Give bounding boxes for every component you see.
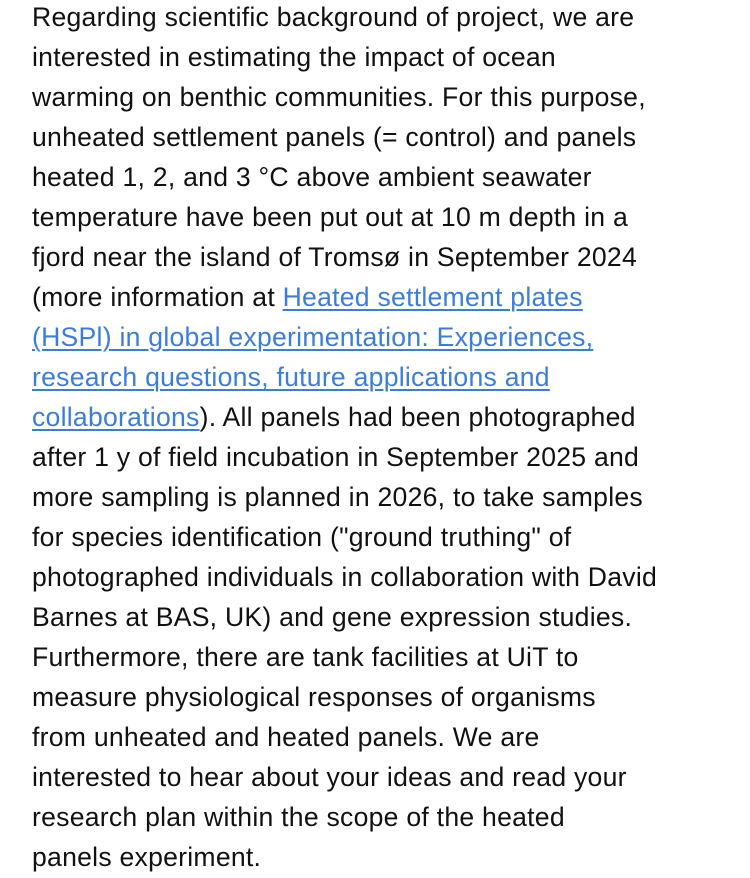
- project-description: [32, 0, 732, 877]
- text-line: [32, 397, 732, 437]
- hspi-info-link[interactable]: collaborations: [32, 402, 200, 432]
- hspi-info-link[interactable]: Heated settlement plates: [282, 282, 583, 312]
- text-segment: (more information at: [32, 282, 283, 312]
- text-line: [32, 317, 732, 357]
- text-line: heated 1, 2, and 3 °C above ambient seawater: [32, 162, 592, 192]
- text-line: warming on benthic communities. For this purpose,: [32, 82, 646, 112]
- text-line: panels experiment.: [32, 842, 262, 872]
- text-line: Regarding scientific background of project, we are: [32, 2, 635, 32]
- text-line: Barnes at BAS, UK) and gene expression studies.: [32, 602, 633, 632]
- text-line: measure physiological responses of organisms: [32, 682, 596, 712]
- text-line: research plan within the scope of the heated: [32, 802, 565, 832]
- text-segment: ). All panels had been photographed: [199, 402, 636, 432]
- text-line: [32, 357, 732, 397]
- text-line: photographed individuals in collaboration with David: [32, 562, 658, 592]
- hspi-info-link[interactable]: (HSPl) in global experimentation: Experiences,: [32, 322, 594, 352]
- text-line: for species identification ("ground truthing" of: [32, 522, 572, 552]
- text-line: temperature have been put out at 10 m depth in a: [32, 202, 628, 232]
- text-line: after 1 y of field incubation in September 2025 and: [32, 442, 640, 472]
- text-line: fjord near the island of Tromsø in September 2024: [32, 242, 638, 272]
- text-line: from unheated and heated panels. We are: [32, 722, 540, 752]
- text-line: interested in estimating the impact of ocean: [32, 42, 556, 72]
- text-line: unheated settlement panels (= control) and panels: [32, 122, 637, 152]
- text-line: [32, 277, 732, 317]
- text-line: more sampling is planned in 2026, to take samples: [32, 482, 643, 512]
- text-line: Furthermore, there are tank facilities at UiT to: [32, 642, 579, 672]
- text-line: interested to hear about your ideas and read your: [32, 762, 627, 792]
- hspi-info-link[interactable]: research questions, future applications and: [32, 362, 550, 392]
